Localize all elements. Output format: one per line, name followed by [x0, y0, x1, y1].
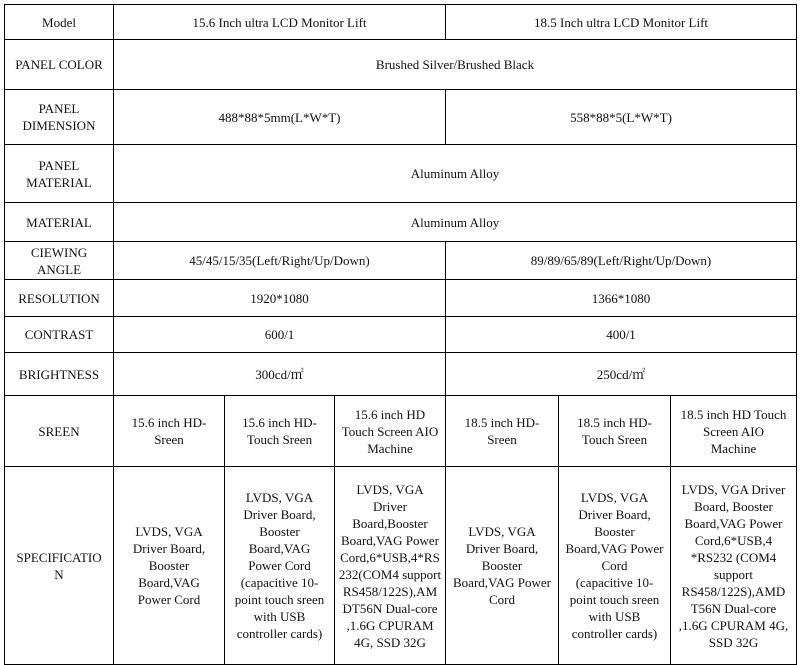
- screen-cell: 18.5 inch HD- Sreen: [446, 396, 559, 467]
- label-screen: SREEN: [5, 396, 114, 467]
- screen-cell: 18.5 inch HD Touch Screen AIO Machine: [671, 396, 797, 467]
- label-contrast: CONTRAST: [5, 317, 114, 353]
- panel-material-value: Aluminum Alloy: [114, 145, 797, 203]
- specification-cell: LVDS, VGA Driver Board,Booster Board,VAG Power Cord,6*USB,4*RS 232(COM4 support RS458/122S),AM DT56N Dual-core ,1.6G CPURAM 4G, SSD 32G: [335, 467, 446, 665]
- specification-cell: LVDS, VGA Driver Board, Booster Board,VAG Power Cord,6*USB,4 *RS232 (COM4 support RS458/122S),AMD T56N Dual-core ,1.6G CPURAM 4G, SSD 32G: [671, 467, 797, 665]
- resolution-15-6: 1920*1080: [114, 280, 446, 317]
- screen-cell: 15.6 inch HD Touch Screen AIO Machine: [335, 396, 446, 467]
- row-panel-color: [5, 40, 797, 90]
- specification-cell: LVDS, VGA Driver Board, Booster Board,VAG Power Cord: [114, 467, 225, 665]
- row-panel-dimension: [5, 90, 797, 145]
- label-resolution: RESOLUTION: [5, 280, 114, 317]
- label-brightness: BRIGHTNESS: [5, 353, 114, 396]
- contrast-15-6: 600/1: [114, 317, 446, 353]
- row-material: [5, 203, 797, 242]
- spec-table: [4, 4, 797, 665]
- specification-cell: LVDS, VGA Driver Board, Booster Board,VAG Power Cord (capacitive 10- point touch sreen with USB controller cards): [225, 467, 335, 665]
- panel-dimension-18-5: 558*88*5(L*W*T): [446, 90, 797, 145]
- label-panel-material: PANEL MATERIAL: [5, 145, 114, 203]
- brightness-15-6: 300cd/㎡: [114, 353, 446, 396]
- panel-dimension-15-6: 488*88*5mm(L*W*T): [114, 90, 446, 145]
- material-value: Aluminum Alloy: [114, 203, 797, 242]
- contrast-18-5: 400/1: [446, 317, 797, 353]
- label-model: Model: [5, 5, 114, 40]
- row-resolution: [5, 280, 797, 317]
- panel-color-value: Brushed Silver/Brushed Black: [114, 40, 797, 90]
- screen-cell: 18.5 inch HD- Touch Sreen: [559, 396, 671, 467]
- label-material: MATERIAL: [5, 203, 114, 242]
- resolution-18-5: 1366*1080: [446, 280, 797, 317]
- screen-cell: 15.6 inch HD- Touch Sreen: [225, 396, 335, 467]
- viewing-angle-18-5: 89/89/65/89(Left/Right/Up/Down): [446, 242, 797, 280]
- brightness-18-5: 250cd/㎡: [446, 353, 797, 396]
- viewing-angle-15-6: 45/45/15/35(Left/Right/Up/Down): [114, 242, 446, 280]
- model-15-6: 15.6 Inch ultra LCD Monitor Lift: [114, 5, 446, 40]
- specification-cell: LVDS, VGA Driver Board, Booster Board,VAG Power Cord (capacitive 10- point touch sreen with USB controller cards): [559, 467, 671, 665]
- row-specification: [5, 467, 797, 665]
- row-contrast: [5, 317, 797, 353]
- screen-cell: 15.6 inch HD- Sreen: [114, 396, 225, 467]
- model-18-5: 18.5 Inch ultra LCD Monitor Lift: [446, 5, 797, 40]
- row-model: [5, 5, 797, 40]
- row-screen: [5, 396, 797, 467]
- row-brightness: [5, 353, 797, 396]
- row-viewing-angle: [5, 242, 797, 280]
- label-viewing-angle: CIEWING ANGLE: [5, 242, 114, 280]
- row-panel-material: [5, 145, 797, 203]
- label-panel-color: PANEL COLOR: [5, 40, 114, 90]
- label-specification: SPECIFICATIO N: [5, 467, 114, 665]
- label-panel-dimension: PANEL DIMENSION: [5, 90, 114, 145]
- specification-cell: LVDS, VGA Driver Board, Booster Board,VAG Power Cord: [446, 467, 559, 665]
